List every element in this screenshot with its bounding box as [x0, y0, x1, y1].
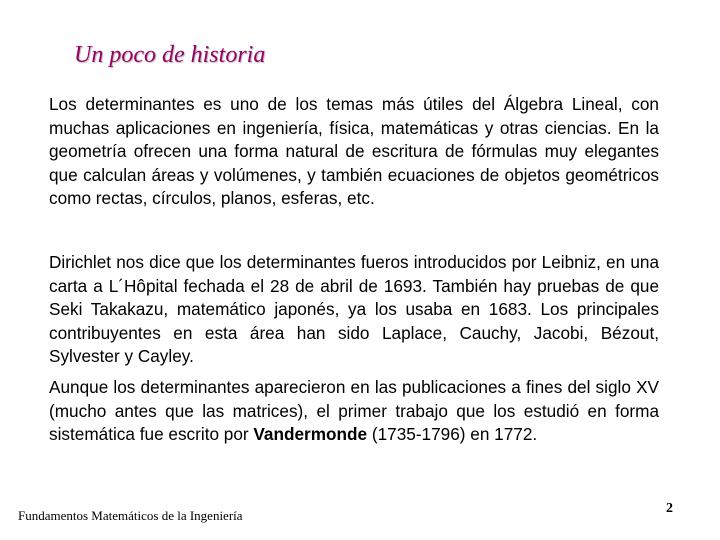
vandermonde-name: Vandermonde — [253, 424, 368, 445]
paragraph-vandermonde — [49, 376, 659, 447]
page-number: 2 — [666, 501, 673, 516]
slide-title: Un poco de historia — [74, 42, 266, 68]
footer-course-name: Fundamentos Matemáticos de la Ingeniería — [18, 508, 243, 523]
paragraph-origins: Dirichlet nos dice que los determinantes fueros introducidos por Leibniz, en una carta a L´Hôpital fechada el 28 de abril de 1693. También hay pruebas de que Seki Takakazu, matemático japonés, ya los usaba en 1683. Los principales contribuyentes en esta área han sido Laplace, Cauchy, Jacobi, Bézout, Sylvester y Cayley. — [49, 252, 659, 367]
paragraph-vandermonde-text-end: (1735-1796) en 1772. — [367, 424, 538, 445]
paragraph-intro: Los determinantes es uno de los temas más útiles del Álgebra Lineal, con muchas aplicaciones en ingeniería, física, matemáticas y otras ciencias. En la geometría ofrecen una forma natural de escritura de fórmulas muy elegantes que calculan áreas y volúmenes, y también ecuaciones de objetos geométricos como rectas, círculos, planos, esferas, etc. — [49, 94, 659, 209]
paragraph-vandermonde-text-start: Aunque los determinantes aparecieron en las publicaciones a fines del siglo XV (mucho antes que las matrices), el primer trabajo que los estudió en forma sistemática fue escrito por — [49, 377, 659, 445]
